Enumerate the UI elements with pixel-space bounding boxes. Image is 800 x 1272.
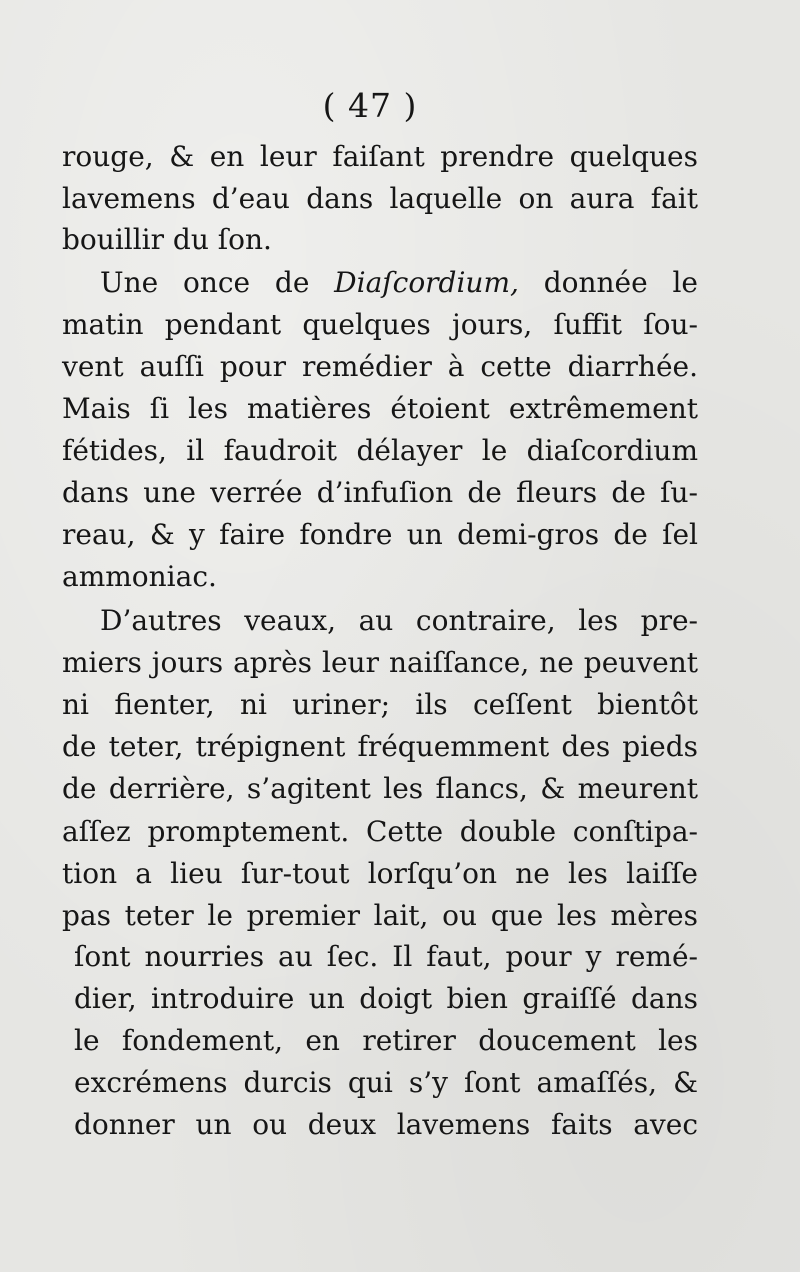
text-line: D’autres veaux, au contraire, les pre- — [100, 604, 698, 637]
text-line: matin pendant quelques jours, ſuffit ſou- — [62, 308, 698, 341]
text-line: fétides, il faudroit délayer le diaſcordium — [62, 434, 698, 467]
text-line: tion a lieu ſur-tout lorſqu’on ne les laiſſe — [62, 857, 698, 890]
text-line: dans une verrée d’infuſion de fleurs de ſu- — [62, 476, 698, 509]
text-line: pas teter le premier lait, ou que les mères — [62, 899, 698, 932]
text-line — [100, 262, 698, 304]
text-line: reau, & y faire fondre un demi-gros de ſel — [62, 518, 698, 551]
text-line: Mais ſi les matières étoient extrêmement — [62, 392, 698, 425]
text-line: excrémens durcis qui s’y ſont amaſſés, & — [74, 1066, 698, 1099]
text-fragment: donnée le — [518, 266, 698, 299]
text-line: lavemens d’eau dans laquelle on aura fait — [62, 182, 698, 215]
text-line: ammoniac. — [62, 560, 217, 593]
text-line: de teter, trépignent fréquemment des pieds — [62, 730, 698, 763]
text-fragment: Une once de — [100, 266, 335, 299]
text-line: bouillir du ſon. — [62, 223, 272, 256]
text-line: donner un ou deux lavemens faits avec — [74, 1108, 698, 1141]
text-line: miers jours après leur naiſſance, ne peuvent — [62, 646, 698, 679]
text-line: dier, introduire un doigt bien graiſſé dans — [74, 982, 698, 1015]
text-line: de derrière, s’agitent les flancs, & meurent — [62, 772, 698, 805]
text-line: aſſez promptement. Cette double conſtipa- — [62, 815, 698, 848]
text-line: le fondement, en retirer doucement les — [74, 1024, 698, 1057]
text-line: ſont nourries au ſec. Il faut, pour y remé- — [74, 940, 698, 973]
text-line: ni fienter, ni uriner; ils ceſſent bientôt — [62, 688, 698, 721]
text-line: rouge, & en leur faiſant prendre quelques — [62, 140, 698, 173]
text-line: vent auſſi pour remédier à cette diarrhée. — [62, 350, 698, 383]
page-number: ( 47 ) — [322, 86, 418, 125]
italic-term: Diaſcordium, — [334, 266, 519, 299]
